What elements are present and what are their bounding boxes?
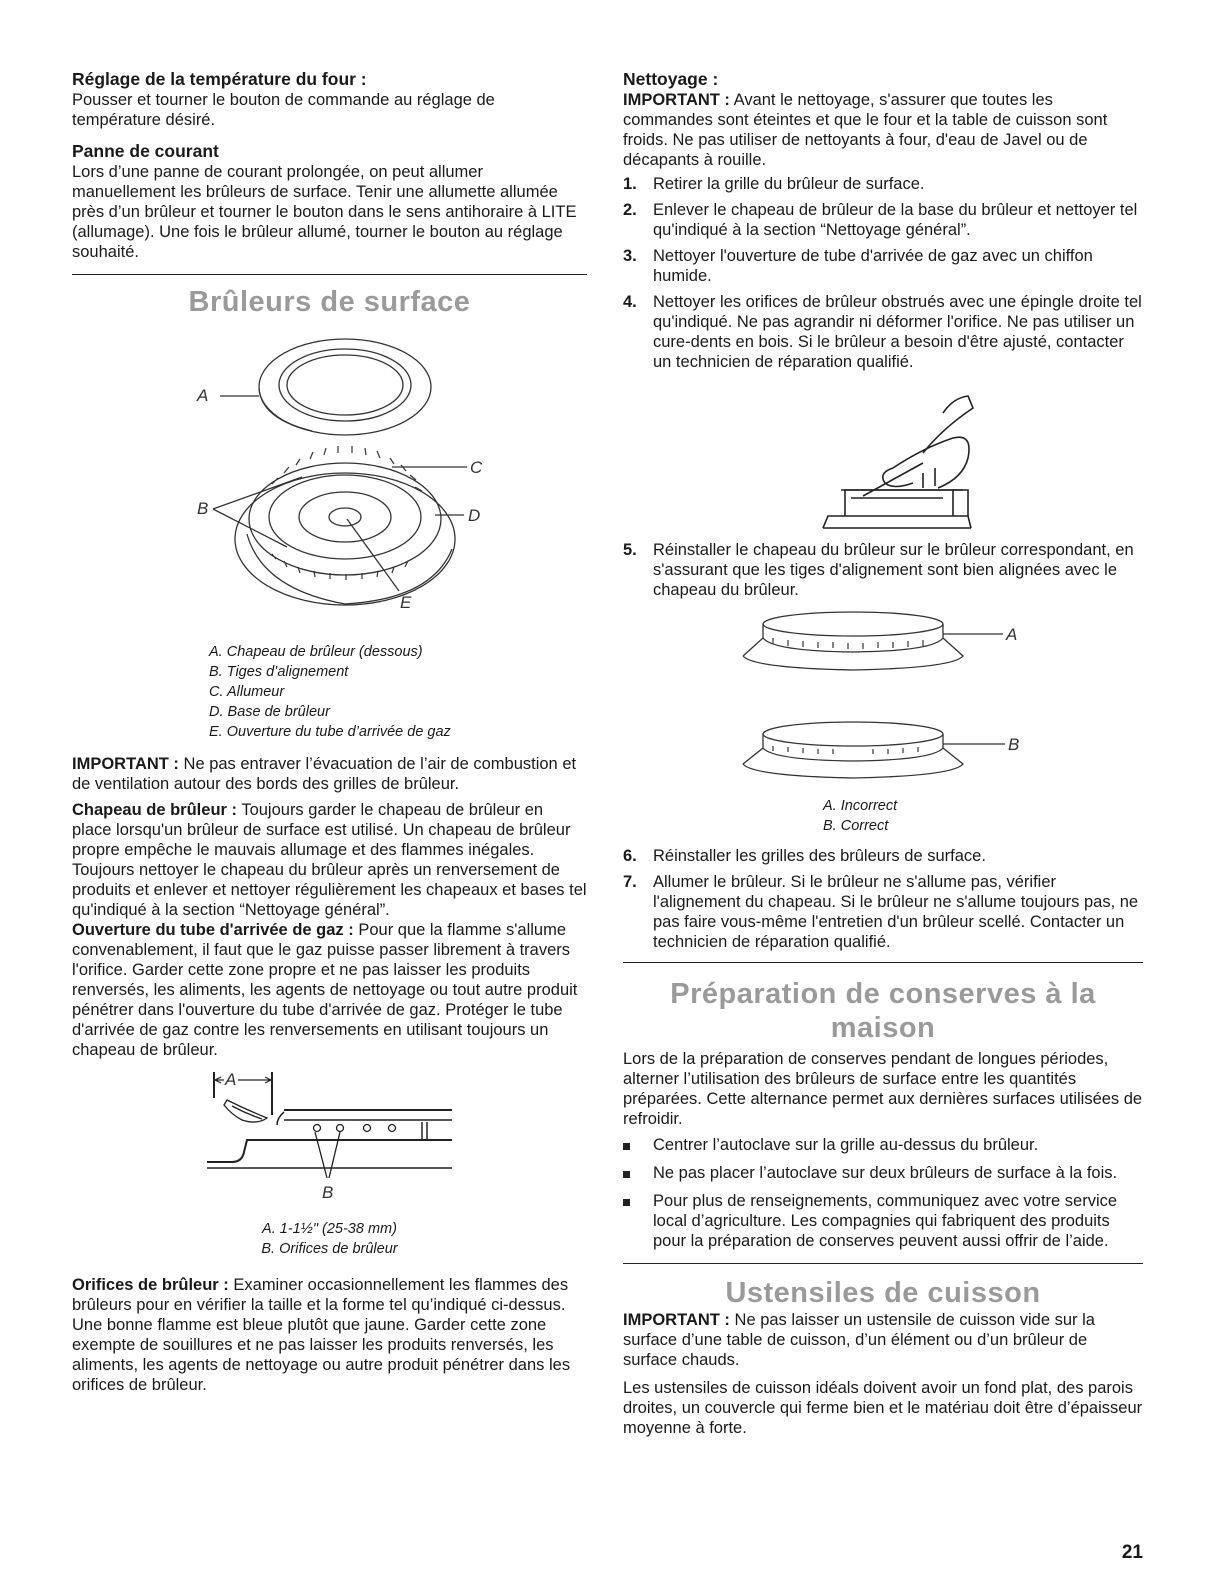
bullet-text: Pour plus de renseignements, communiquez avec votre service local d’agriculture. Les compagnies qui fabriquent des produits pour la préparation de conserves peuvent aussi offrir de l’aide. — [653, 1192, 1118, 1250]
burner-label-b: B — [197, 499, 209, 518]
cookware-section-title: Ustensiles de cuisson — [725, 1277, 1041, 1309]
important-text: Ne pas entraver l’évacuation de l’air de combustion et de ventilation autour des bords des grilles de brûleur. — [72, 755, 577, 793]
burner-diagram — [72, 319, 587, 644]
flame-diagram — [72, 1070, 587, 1215]
caption-line: A. Incorrect — [823, 798, 898, 814]
cookware-text: Les ustensiles de cuisson idéals doivent avoir un fond plat, des parois droites, un couvercle qui ferme bien et le matériau doit être d’épaisseur moyenne à forte. — [623, 1379, 1143, 1437]
orifices-paragraph — [72, 1275, 587, 1395]
step-text: Retirer la grille du brûleur de surface. — [653, 175, 925, 193]
important-text: Ne pas laisser un ustensile de cuisson vide sur la surface d’une table de cuisson, d’un élément ou d’un brûleur de surface chauds. — [623, 1311, 1095, 1369]
step-text: Réinstaller le chapeau du brûleur sur le brûleur correspondant, en s'assurant que les tiges d'alignement sont bien alignées avec le chapeau du brûleur. — [653, 541, 1134, 599]
power-failure-heading: Panne de courant — [72, 141, 219, 161]
power-failure-text: Lors d’une panne de courant prolongée, on peut allumer manuellement les brûleurs de surface. Tenir une allumette allumée près d’un brûleur et tourner le bouton dans le sens antihoraire à LITE (allumage). Une fois le brûleur allumé, tourner le bouton au réglage souhaité. — [72, 163, 577, 261]
flame-label-a: A — [225, 1070, 237, 1089]
caption-line: A. 1-1½" (25-38 mm) — [262, 1221, 397, 1237]
cap-label: Chapeau de brûleur : — [72, 801, 238, 819]
caption-line: A. Chapeau de brûleur (dessous) — [209, 644, 423, 660]
list-item — [623, 174, 1143, 194]
cap-label-b: B — [1008, 735, 1020, 754]
page-number: 21 — [1121, 1542, 1143, 1563]
step-text: Allumer le brûleur. Si le brûleur ne s'allume pas, vérifier l'alignement du chapeau. Si le brûleur ne s'allume toujours pas, ne pas faire vous-même l'entretien d'un brûleur scellé. Contacter un technicien de réparation qualifié. — [653, 873, 1139, 951]
list-item — [623, 246, 1143, 286]
burners-section-title: Brûleurs de surface — [188, 286, 471, 318]
step-number: 1. — [623, 175, 637, 193]
step-text: Nettoyer l'ouverture de tube d'arrivée de gaz avec un chiffon humide. — [653, 247, 1093, 285]
flame-caption — [72, 1219, 587, 1259]
cookware-important — [623, 1310, 1143, 1370]
oven-temp-text: Pousser et tourner le bouton de commande au réglage de température désiré. — [72, 91, 495, 129]
caption-line: B. Tiges d’alignement — [209, 664, 349, 680]
list-item — [623, 1191, 1143, 1251]
burner-label-d: D — [468, 506, 481, 525]
list-item — [623, 1163, 1143, 1183]
canning-bullets — [623, 1135, 1143, 1251]
bullet-text: Centrer l’autoclave sur la grille au-dessus du brûleur. — [653, 1136, 1039, 1154]
list-item — [623, 540, 1143, 600]
important-label: IMPORTANT : — [623, 1311, 730, 1329]
burner-label-e: E — [400, 593, 412, 612]
cleaning-step-5 — [623, 540, 1143, 600]
list-item — [623, 872, 1143, 952]
caption-line: B. Correct — [823, 818, 889, 834]
gas-tube-label: Ouverture du tube d'arrivée de gaz : — [72, 921, 354, 939]
gas-tube-paragraph — [72, 920, 587, 1060]
cleaning-steps-end — [623, 846, 1143, 952]
cap-text: Toujours garder le chapeau de brûleur en place lorsqu'un brûleur de surface est utilisé. Un chapeau de brûleur propre empêche le mauvais allumage et des flammes inégales. Toujours nettoyer le chapeau du brûleur après un renversement de produits et enlever et nettoyer régulièrement les chapeaux et bases tel qu'indiqué à la section “Nettoyage général”. — [72, 801, 587, 919]
step-number: 6. — [623, 847, 637, 865]
step-text: Réinstaller les grilles des brûleurs de surface. — [653, 847, 986, 865]
cap-alignment-diagram — [623, 606, 1143, 796]
caption-line: E. Ouverture du tube d’arrivée de gaz — [209, 724, 451, 740]
canning-section-title: Préparation de conserves à la maison — [670, 978, 1096, 1044]
burner-label-c: C — [470, 458, 483, 477]
important-text: Avant le nettoyage, s'assurer que toutes les commandes sont éteintes et que le four et la table de cuisson sont froids. Ne pas utiliser de nettoyants à four, d'eau de Javel ou de décapants à rouille. — [623, 91, 1108, 169]
canning-intro: Lors de la préparation de conserves pendant de longues périodes, alterner l’utilisation des brûleurs de surface entre les quantités préparées. Cette alternance permet aux dernières surfaces utilisées de refroidir. — [623, 1050, 1143, 1128]
cleaning-steps — [623, 174, 1143, 372]
pin-cleaning-illustration — [623, 378, 1143, 538]
caption-line: B. Orifices de brûleur — [261, 1241, 398, 1257]
cleaning-important — [623, 90, 1143, 170]
right-column — [623, 68, 1143, 1438]
list-item — [623, 1135, 1143, 1155]
cap-label-a: A — [1006, 625, 1018, 644]
oven-temp-heading: Réglage de la température du four : — [72, 69, 367, 89]
step-text: Enlever le chapeau de brûleur de la base du brûleur et nettoyer tel qu'indiqué à la section “Nettoyage général”. — [653, 201, 1138, 239]
caption-line: C. Allumeur — [209, 684, 285, 700]
important-label: IMPORTANT : — [623, 91, 730, 109]
cleaning-heading: Nettoyage : — [623, 69, 719, 89]
burner-label-a: A — [197, 386, 209, 405]
step-number: 3. — [623, 247, 637, 265]
important-paragraph — [72, 754, 587, 794]
step-number: 7. — [623, 873, 637, 891]
cap-caption — [623, 796, 1143, 836]
important-label: IMPORTANT : — [72, 755, 179, 773]
caption-line: D. Base de brûleur — [209, 704, 330, 720]
step-text: Nettoyer les orifices de brûleur obstrués avec une épingle droite tel qu'indiqué. Ne pas agrandir ni déformer l'orifice. Ne pas utiliser un cure-dents en bois. Si le brûleur a besoin d'être ajusté, contacter un technicien de réparation qualifié. — [653, 293, 1142, 371]
step-number: 5. — [623, 541, 637, 559]
gas-tube-text: Pour que la flamme s'allume convenablement, il faut que le gaz puisse passer librement à travers l'orifice. Garder cette zone propre et ne pas laisser les produits renversés, les aliments, les agents de nettoyage ou tout autre produit pénétrer dans l'ouverture du tube d'arrivée de gaz. Protéger le tube d'arrivée de gaz contre les renversements en utilisant toujours un chapeau de brûleur. — [72, 921, 578, 1059]
orifices-label: Orifices de brûleur : — [72, 1276, 229, 1294]
flame-label-b: B — [322, 1183, 334, 1202]
left-column — [72, 68, 587, 1395]
bullet-text: Ne pas placer l’autoclave sur deux brûleurs de surface à la fois. — [653, 1164, 1118, 1182]
list-item — [623, 200, 1143, 240]
orifices-text: Examiner occasionnellement les flammes des brûleurs pour en vérifier la taille et la forme tel qu’indiqué ci-dessus. Une bonne flamme est bleue plutôt que jaune. Garder cette zone exempte de souillures et ne pas laisser les produits renversés, les aliments, les agents de nettoyage ou autre produit pénétrer dans les orifices de brûleur. — [72, 1276, 571, 1394]
cap-paragraph — [72, 800, 587, 920]
step-number: 4. — [623, 293, 637, 311]
list-item — [623, 846, 1143, 866]
list-item — [623, 292, 1143, 372]
burner-caption — [72, 642, 587, 742]
step-number: 2. — [623, 201, 637, 219]
